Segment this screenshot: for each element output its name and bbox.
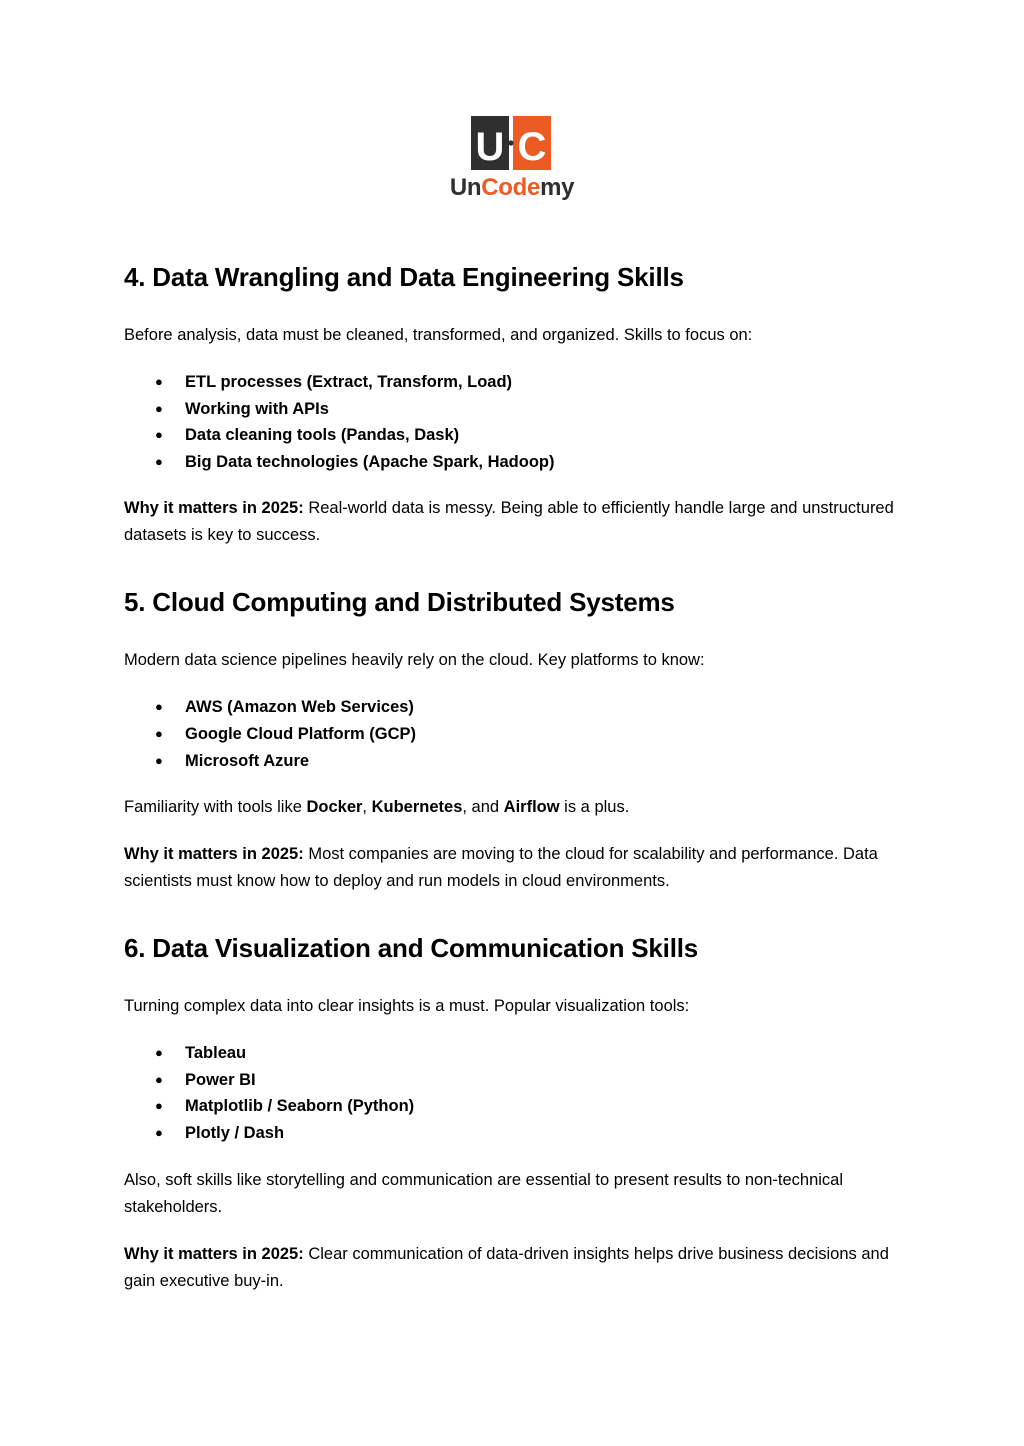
list-item: ● Data cleaning tools (Pandas, Dask) [124, 422, 894, 449]
document-content [124, 258, 894, 1315]
why-label: Why it matters in 2025: [124, 845, 304, 864]
list-item: ● Plotly / Dash [124, 1120, 894, 1147]
why-it-matters [124, 495, 894, 549]
list-item: ● Working with APIs [124, 396, 894, 423]
tools-text: , [362, 798, 372, 817]
logo-mark-right-letter: C [517, 125, 547, 169]
section-data-wrangling [124, 258, 894, 549]
bullet-list [124, 369, 894, 475]
list-item: ● Microsoft Azure [124, 748, 894, 775]
list-item: ● AWS (Amazon Web Services) [124, 694, 894, 721]
list-item: ● Power BI [124, 1067, 894, 1094]
why-it-matters [124, 841, 894, 895]
section-intro: Turning complex data into clear insights is a must. Popular visualization tools: [124, 997, 690, 1016]
soft-skills-note: Also, soft skills like storytelling and communication are essential to present results to non-technical stakeholders. [124, 1170, 844, 1216]
logo-word-part3: my [540, 174, 575, 201]
why-it-matters [124, 1241, 894, 1295]
logo-word-part2: Code [481, 174, 541, 201]
section-cloud-computing [124, 583, 894, 895]
why-label: Why it matters in 2025: [124, 499, 304, 518]
section-intro: Modern data science pipelines heavily rely on the cloud. Key platforms to know: [124, 651, 705, 670]
tools-text: Familiarity with tools like [124, 798, 307, 817]
why-text: Clear communication of data-driven insights helps drive business decisions and gain executive buy-in. [124, 1244, 889, 1290]
tool-airflow: Airflow [503, 798, 560, 817]
why-label: Why it matters in 2025: [124, 1244, 304, 1263]
section-data-visualization [124, 929, 894, 1294]
uncodemy-logo [446, 116, 578, 202]
why-text: Real-world data is messy. Being able to efficiently handle large and unstructured datasets is key to success. [124, 499, 894, 545]
tools-text: is a plus. [559, 798, 630, 817]
list-item: ● ETL processes (Extract, Transform, Load) [124, 369, 894, 396]
tool-kubernetes: Kubernetes [371, 798, 463, 817]
tool-docker: Docker [306, 798, 363, 817]
tools-text: , and [462, 798, 504, 817]
list-item: ● Matplotlib / Seaborn (Python) [124, 1093, 894, 1120]
logo-word-part1: Un [449, 174, 482, 201]
uc-logo-mark [471, 116, 551, 170]
logo-wordmark [446, 174, 578, 202]
section-heading: 6. Data Visualization and Communication Skills [124, 933, 699, 964]
logo-mark-left-letter: U [475, 125, 505, 169]
bullet-list [124, 694, 894, 774]
logo-mark-dot [508, 140, 513, 145]
list-item: ● Tableau [124, 1040, 894, 1067]
why-text: Most companies are moving to the cloud for scalability and performance. Data scientists must know how to deploy and run models in cloud environments. [124, 845, 878, 891]
section-intro: Before analysis, data must be cleaned, transformed, and organized. Skills to focus on: [124, 326, 753, 344]
list-item: ● Big Data technologies (Apache Spark, Hadoop) [124, 449, 894, 476]
bullet-list [124, 1040, 894, 1146]
tools-line [124, 794, 894, 821]
list-item: ● Google Cloud Platform (GCP) [124, 721, 894, 748]
section-heading: 4. Data Wrangling and Data Engineering Skills [124, 262, 684, 292]
section-heading: 5. Cloud Computing and Distributed Systems [124, 587, 675, 618]
